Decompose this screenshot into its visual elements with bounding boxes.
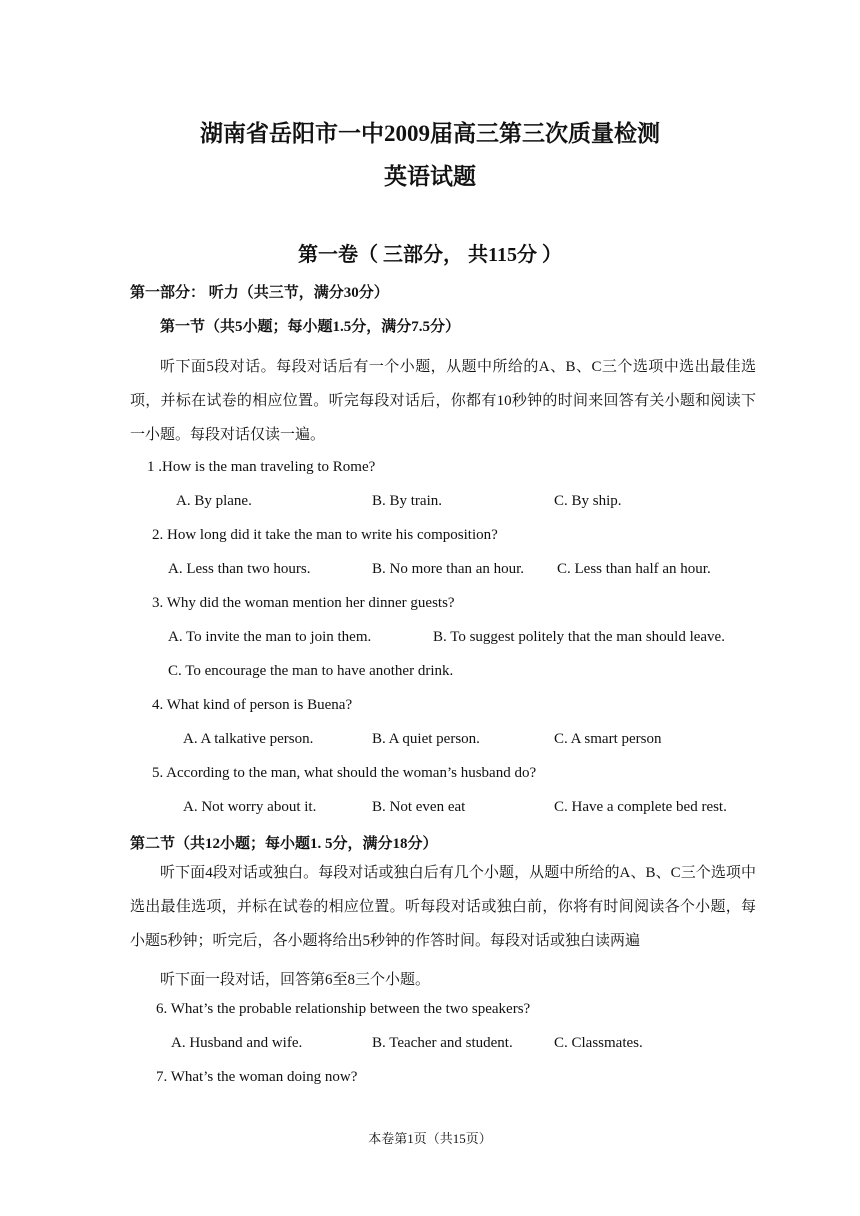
section1-heading: 第一节（共5小题；每小题1.5分，满分7.5分） bbox=[160, 319, 461, 335]
question-3: 3. Why did the woman mention her dinner guests? bbox=[152, 595, 455, 611]
option-6b: B. Teacher and student. bbox=[372, 1035, 513, 1051]
exam-subtitle: 英语试题 bbox=[384, 164, 476, 189]
option-6c: C. Classmates. bbox=[554, 1035, 643, 1051]
option-6a: A. Husband and wife. bbox=[171, 1035, 303, 1051]
option-1a: A. By plane. bbox=[176, 493, 252, 509]
section1-instructions: 听下面5段对话。每段对话后有一个小题，从题中所给的A、B、C三个选项中选出最佳选项，并标在试卷的相应位置。听完每段对话后，你都有10秒钟的时间来回答有关小题和阅读下一小题。每段对话仅读一遍。 bbox=[130, 359, 756, 443]
question-7: 7. What’s the woman doing now? bbox=[156, 1069, 358, 1085]
option-5b: B. Not even eat bbox=[372, 799, 466, 815]
question-1: 1 .How is the man traveling to Rome? bbox=[147, 459, 376, 475]
part1-heading: 第一部分： 听力（共三节，满分30分） bbox=[130, 285, 389, 301]
option-5c: C. Have a complete bed rest. bbox=[554, 799, 727, 815]
exam-title: 湖南省岳阳市一中2009届高三第三次质量检测 bbox=[200, 121, 660, 146]
option-4c: C. A smart person bbox=[554, 731, 662, 747]
dialogue6-intro: 听下面一段对话，回答第6至8三个小题。 bbox=[160, 972, 431, 988]
volume-title: 第一卷（ 三部分， 共115分 ） bbox=[298, 244, 562, 266]
question-2: 2. How long did it take the man to write his composition? bbox=[152, 527, 498, 543]
question-4: 4. What kind of person is Buena? bbox=[152, 697, 353, 713]
option-4b: B. A quiet person. bbox=[372, 731, 480, 747]
option-2c: C. Less than half an hour. bbox=[557, 561, 711, 577]
option-3b: B. To suggest politely that the man should leave. bbox=[433, 629, 725, 645]
section2-instructions: 听下面4段对话或独白。每段对话或独白后有几个小题，从题中所给的A、B、C三个选项中选出最佳选项，并标在试卷的相应位置。听每段对话或独白前，你将有时间阅读各个小题，每小题5秒钟；听完后，各小题将给出5秒钟的作答时间。每段对话或独白读两遍 bbox=[130, 865, 756, 949]
option-5a: A. Not worry about it. bbox=[183, 799, 317, 815]
question-6: 6. What’s the probable relationship between the two speakers? bbox=[156, 1001, 531, 1017]
option-4a: A. A talkative person. bbox=[183, 731, 314, 747]
section2-heading: 第二节（共12小题；每小题1. 5分，满分18分） bbox=[130, 836, 438, 852]
option-1b: B. By train. bbox=[372, 493, 442, 509]
question-5: 5. According to the man, what should the woman’s husband do? bbox=[152, 765, 537, 781]
option-2a: A. Less than two hours. bbox=[168, 561, 311, 577]
option-3a: A. To invite the man to join them. bbox=[168, 629, 372, 645]
page-footer: 本卷第1页（共15页） bbox=[368, 1131, 492, 1146]
option-3c: C. To encourage the man to have another drink. bbox=[168, 663, 454, 679]
option-1c: C. By ship. bbox=[554, 493, 622, 509]
option-2b: B. No more than an hour. bbox=[372, 561, 525, 577]
